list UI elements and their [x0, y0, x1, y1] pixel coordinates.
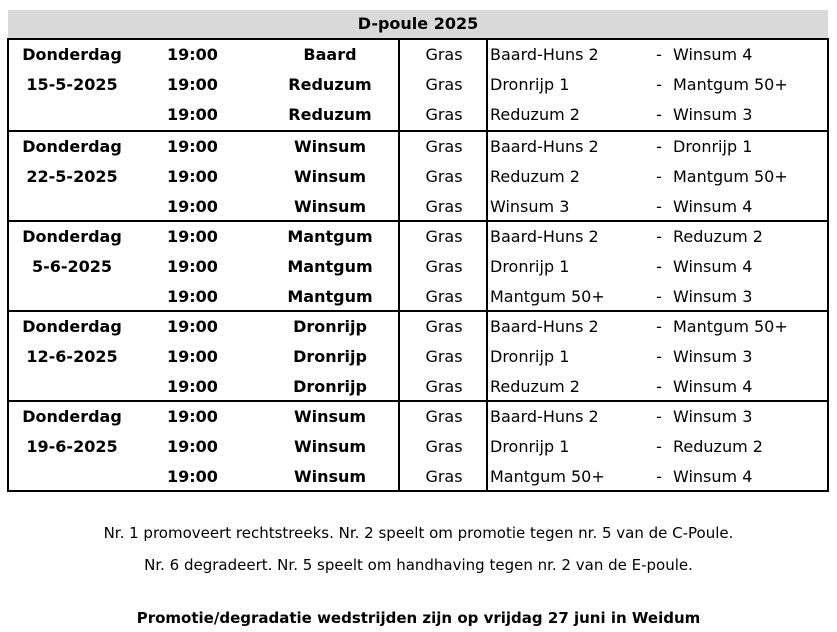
away-team: Winsum 4: [673, 257, 753, 276]
versus-dash: -: [656, 75, 662, 94]
away-team: Mantgum 50+: [673, 75, 788, 94]
match-time: 19:00: [167, 197, 218, 216]
match-location: Winsum: [293, 197, 367, 216]
match-date: 15-5-2025: [26, 75, 118, 94]
match-date: 12-6-2025: [26, 347, 118, 366]
home-team: Baard-Huns 2: [490, 407, 599, 426]
match-time: 19:00: [167, 437, 218, 456]
match-time: 19:00: [167, 167, 218, 186]
match-location: Dronrijp: [293, 317, 367, 336]
match-date: 22-5-2025: [26, 167, 118, 186]
home-team: Baard-Huns 2: [490, 227, 599, 246]
match-surface: Gras: [425, 75, 463, 94]
match-surface: Gras: [425, 197, 463, 216]
away-team: Reduzum 2: [673, 227, 763, 246]
versus-dash: -: [656, 167, 662, 186]
match-surface: Gras: [425, 45, 463, 64]
match-location: Mantgum: [287, 287, 373, 306]
match-day-name: Donderdag: [22, 137, 122, 156]
match-surface: Gras: [425, 227, 463, 246]
match-location: Dronrijp: [293, 377, 367, 396]
away-team: Winsum 4: [673, 197, 753, 216]
match-time: 19:00: [167, 45, 218, 64]
home-team: Baard-Huns 2: [490, 137, 599, 156]
match-location: Winsum: [293, 437, 367, 456]
home-team: Baard-Huns 2: [490, 45, 599, 64]
away-team: Winsum 4: [673, 377, 753, 396]
match-date: 19-6-2025: [26, 437, 118, 456]
match-day-name: Donderdag: [22, 407, 122, 426]
match-time: 19:00: [167, 467, 218, 486]
home-team: Dronrijp 1: [490, 75, 570, 94]
match-surface: Gras: [425, 467, 463, 486]
away-team: Winsum 3: [673, 287, 753, 306]
note-promotion: Nr. 1 promoveert rechtstreeks. Nr. 2 speelt om promotie tegen nr. 5 van de C-Poule.: [103, 524, 734, 542]
match-location: Dronrijp: [293, 347, 367, 366]
match-day-group: [9, 400, 827, 492]
match-location: Reduzum: [288, 105, 372, 124]
match-day-name: Donderdag: [22, 227, 122, 246]
versus-dash: -: [656, 105, 662, 124]
away-team: Mantgum 50+: [673, 167, 788, 186]
match-day-name: Donderdag: [22, 45, 122, 64]
match-time: 19:00: [167, 347, 218, 366]
match-day-group: [9, 40, 827, 130]
note-relegation: Nr. 6 degradeert. Nr. 5 speelt om handhaving tegen nr. 2 van de E-poule.: [144, 556, 693, 574]
home-team: Winsum 3: [490, 197, 570, 216]
home-team: Reduzum 2: [490, 377, 580, 396]
match-time: 19:00: [167, 227, 218, 246]
versus-dash: -: [656, 137, 662, 156]
versus-dash: -: [656, 437, 662, 456]
home-team: Dronrijp 1: [490, 347, 570, 366]
match-surface: Gras: [425, 257, 463, 276]
match-surface: Gras: [425, 137, 463, 156]
note-playoff-date: Promotie/degradatie wedstrijden zijn op vrijdag 27 juni in Weidum: [136, 609, 701, 627]
match-location: Winsum: [293, 137, 367, 156]
match-surface: Gras: [425, 377, 463, 396]
match-time: 19:00: [167, 137, 218, 156]
versus-dash: -: [656, 227, 662, 246]
match-day-name: Donderdag: [22, 317, 122, 336]
match-time: 19:00: [167, 75, 218, 94]
match-surface: Gras: [425, 105, 463, 124]
away-team: Winsum 3: [673, 347, 753, 366]
home-team: Reduzum 2: [490, 105, 580, 124]
away-team: Winsum 3: [673, 105, 753, 124]
match-time: 19:00: [167, 287, 218, 306]
versus-dash: -: [656, 407, 662, 426]
match-surface: Gras: [425, 437, 463, 456]
versus-dash: -: [656, 467, 662, 486]
versus-dash: -: [656, 197, 662, 216]
schedule-table: [7, 38, 829, 492]
versus-dash: -: [656, 257, 662, 276]
versus-dash: -: [656, 377, 662, 396]
match-time: 19:00: [167, 407, 218, 426]
away-team: Winsum 4: [673, 45, 753, 64]
home-team: Dronrijp 1: [490, 437, 570, 456]
away-team: Dronrijp 1: [673, 137, 753, 156]
match-day-group: [9, 310, 827, 402]
match-location: Winsum: [293, 167, 367, 186]
home-team: Mantgum 50+: [490, 467, 605, 486]
away-team: Winsum 3: [673, 407, 753, 426]
match-location: Baard: [303, 45, 357, 64]
match-surface: Gras: [425, 287, 463, 306]
match-location: Mantgum: [287, 257, 373, 276]
match-time: 19:00: [167, 317, 218, 336]
match-location: Winsum: [293, 407, 367, 426]
home-team: Mantgum 50+: [490, 287, 605, 306]
versus-dash: -: [656, 287, 662, 306]
versus-dash: -: [656, 45, 662, 64]
match-location: Winsum: [293, 467, 367, 486]
match-day-group: [9, 130, 827, 222]
home-team: Dronrijp 1: [490, 257, 570, 276]
match-time: 19:00: [167, 105, 218, 124]
home-team: Baard-Huns 2: [490, 317, 599, 336]
versus-dash: -: [656, 317, 662, 336]
match-date: 5-6-2025: [31, 257, 113, 276]
match-day-group: [9, 220, 827, 312]
away-team: Reduzum 2: [673, 437, 763, 456]
schedule-title: D-poule 2025: [8, 10, 828, 38]
match-surface: Gras: [425, 317, 463, 336]
match-surface: Gras: [425, 347, 463, 366]
versus-dash: -: [656, 347, 662, 366]
away-team: Mantgum 50+: [673, 317, 788, 336]
match-time: 19:00: [167, 257, 218, 276]
match-time: 19:00: [167, 377, 218, 396]
match-surface: Gras: [425, 407, 463, 426]
match-location: Mantgum: [287, 227, 373, 246]
match-location: Reduzum: [288, 75, 372, 94]
home-team: Reduzum 2: [490, 167, 580, 186]
away-team: Winsum 4: [673, 467, 753, 486]
match-surface: Gras: [425, 167, 463, 186]
